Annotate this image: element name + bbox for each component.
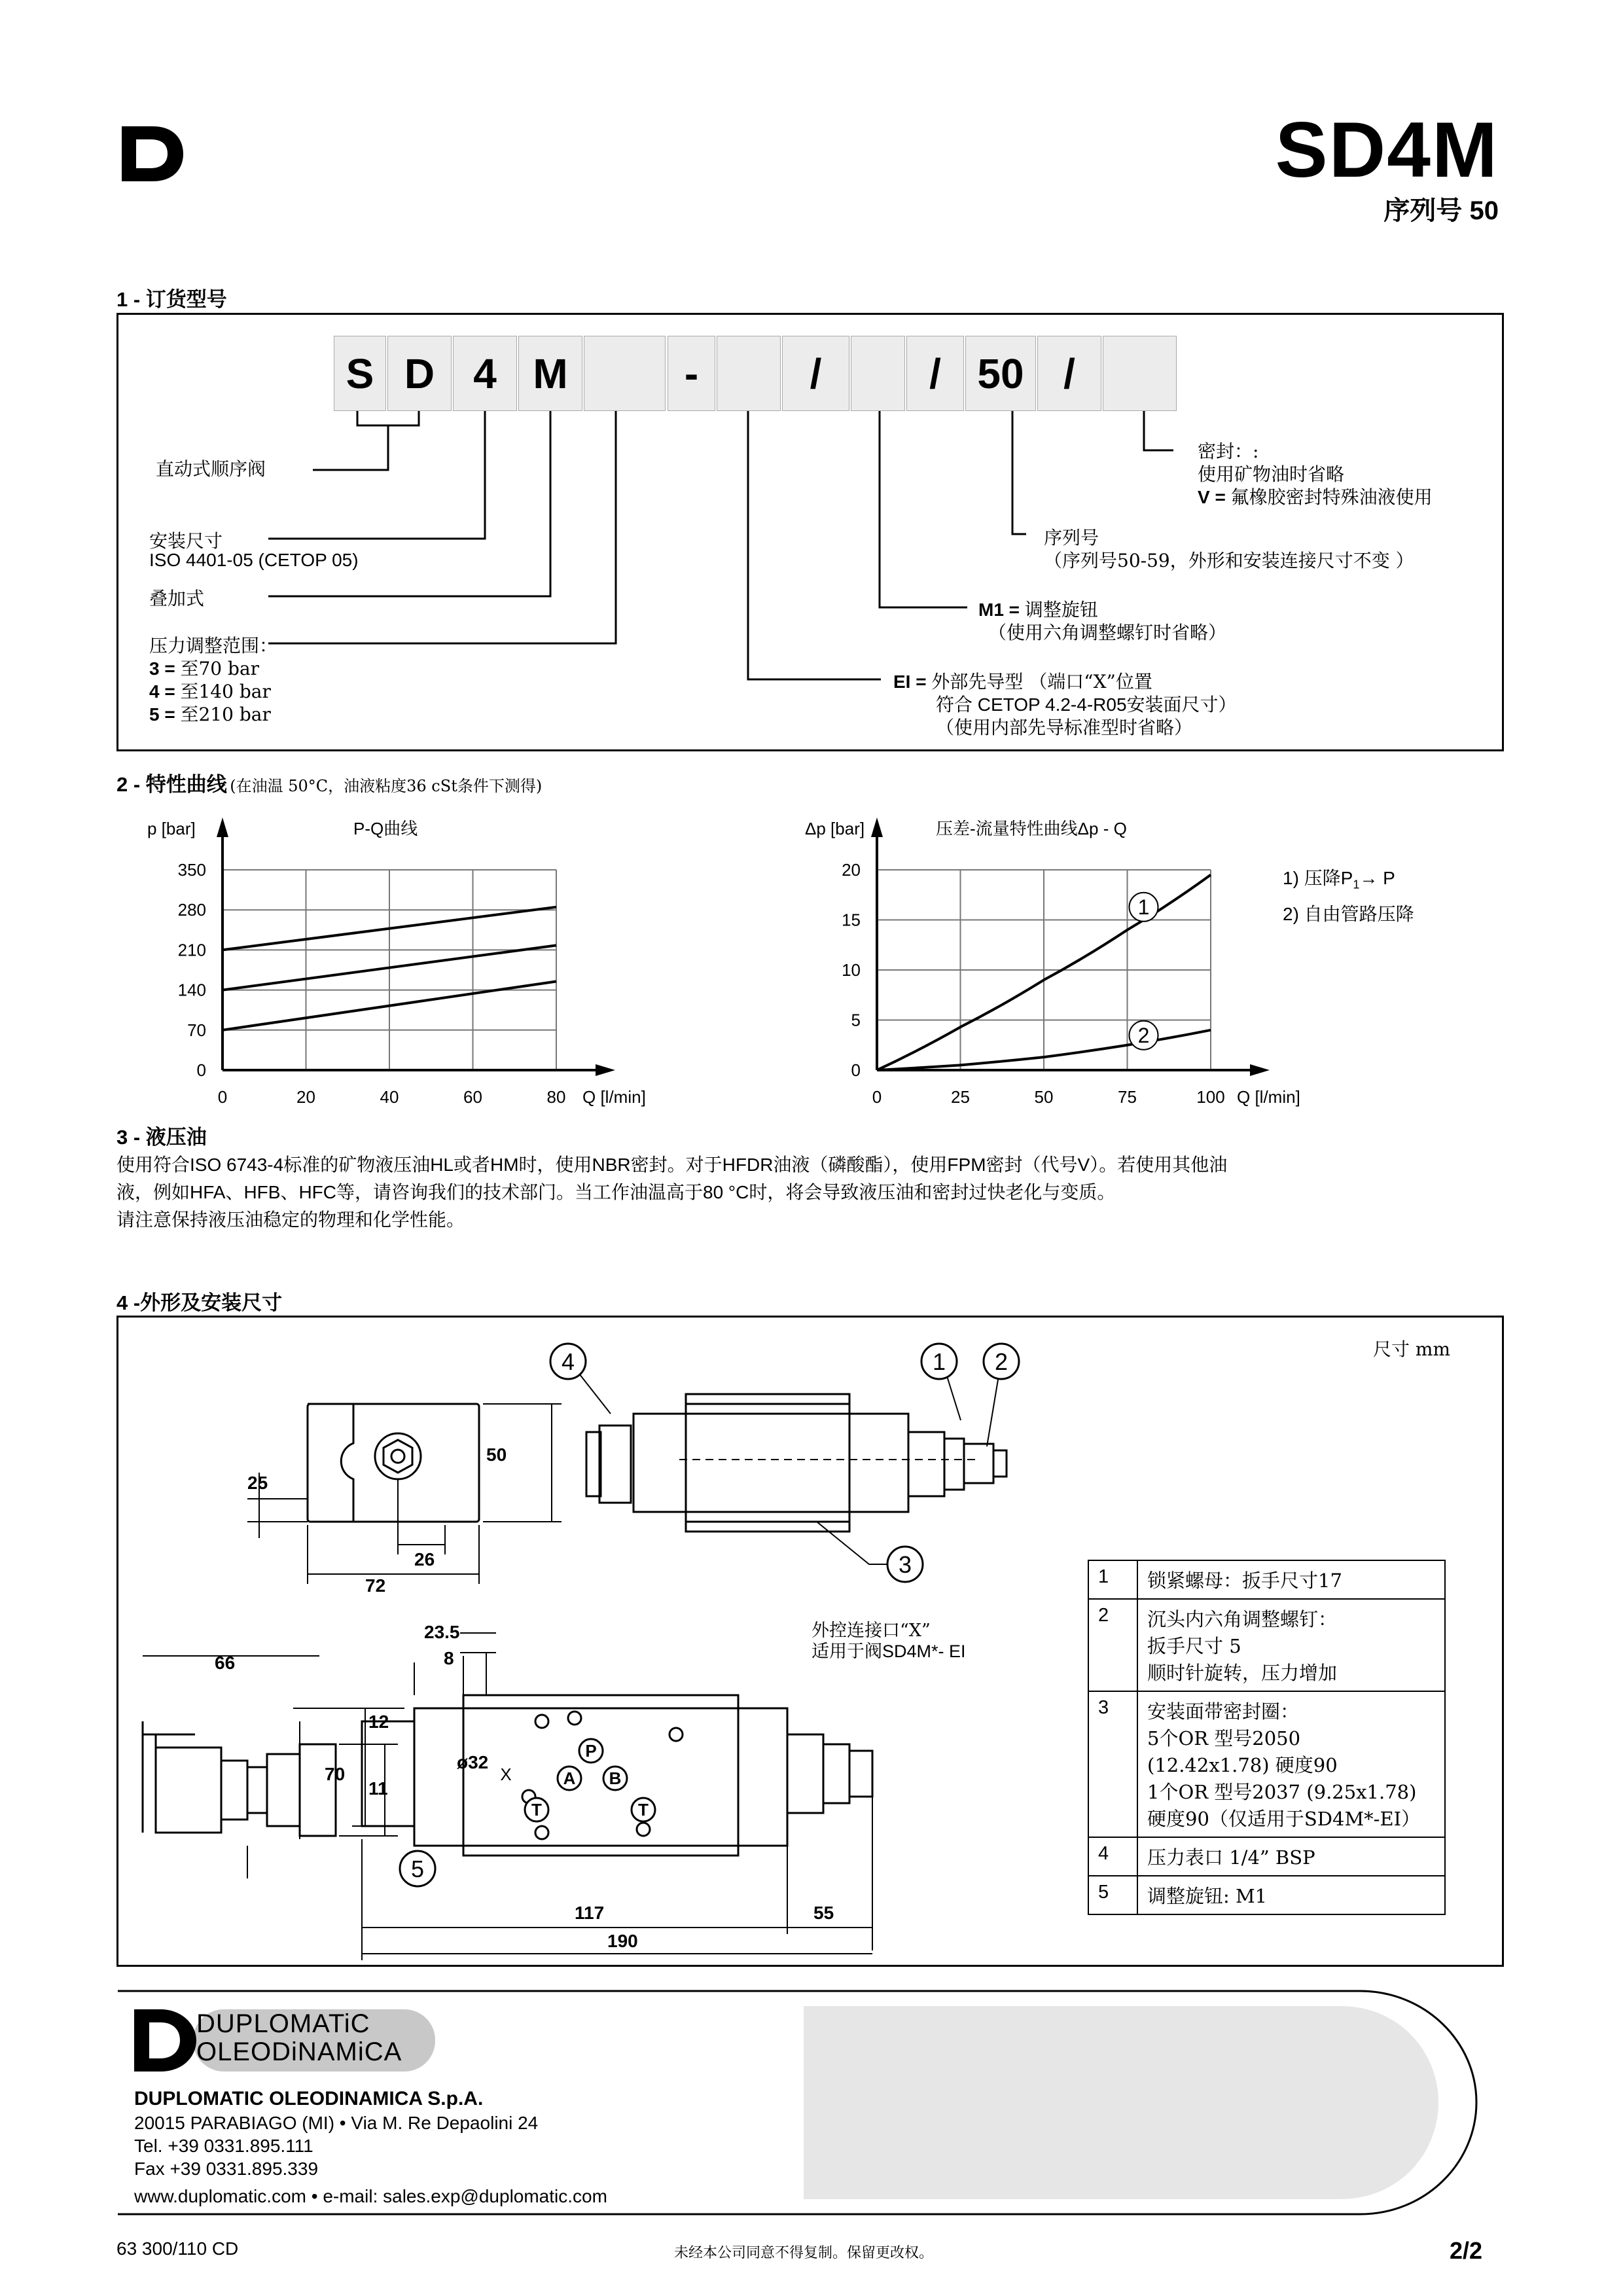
y-tick-label: 210 [177,940,206,960]
chart2-legend-2: 2) 自由管路压降 [1283,904,1414,924]
dim-190: 190 [607,1931,638,1951]
legend-text [1137,1876,1445,1914]
dim-32: ø32 [457,1752,489,1772]
label-seals-line1: 使用矿物油时省略 [1198,463,1345,485]
x-axis-label: Q [l/min] [582,1087,646,1107]
x-axis-arrow [1250,1064,1270,1076]
dim-117: 117 [575,1903,605,1923]
code-cell-1: D [387,336,452,411]
legend-text-line: 5个OR 型号2050 [1147,1727,1301,1749]
label-series-note: （序列号50-59，外形和安装连接尺寸不变 ） [1044,550,1414,571]
legend-num: 2 [1088,1599,1137,1691]
section-title-dimensions: 4 -外形及安装尺寸 [116,1291,283,1314]
parts-legend-table [1088,1560,1446,1915]
callout-4: 4 [561,1348,575,1375]
dim-26: 26 [414,1549,435,1570]
legend-text-line: 硬度90（仅适用于SD4M*-EI） [1147,1808,1421,1830]
unit-label: 尺寸 mm [1373,1338,1451,1360]
legend-text-line: 锁紧螺母：扳手尺寸17 [1147,1570,1342,1592]
chart-dp-q [785,808,1300,1109]
code-cell-9: / [906,336,964,411]
ei-line3: （使用内部先导标准型时省略） [936,717,1193,738]
range5-code: 5 = [149,704,175,725]
x-axis-label: Q [l/min] [1237,1087,1300,1107]
footer-address: 20015 PARABIAGO (MI) • Via M. Re Depaolini 24 [134,2113,539,2133]
x-tick-label: 25 [951,1087,970,1107]
dim-50: 50 [486,1444,507,1465]
label-mount-size: 安装尺寸 [149,530,223,552]
x-tick-label: 40 [380,1087,399,1107]
legend-text [1137,1837,1445,1876]
y-tick-label: 350 [177,860,206,880]
legend-row [1088,1691,1445,1837]
footer-company: DUPLOMATIC OLEODINAMICA S.p.A. [134,2088,484,2109]
label-pressure-range: 压力调整范围： [149,635,278,656]
legend-text [1137,1560,1445,1599]
label-seals: 密封：: [1198,440,1259,462]
dim-66: 66 [215,1653,236,1673]
callout-2: 2 [994,1348,1008,1375]
code-cell-0: S [334,336,386,411]
chart-pq [131,808,646,1109]
x-tick-label: 20 [296,1087,315,1107]
code-cell-11: / [1037,336,1101,411]
legend-text [1137,1691,1445,1837]
x-tick-label: 0 [217,1087,228,1107]
y-tick-label: 70 [187,1020,206,1040]
label-modular: 叠加式 [149,588,205,609]
series-label: 2 [1137,1023,1150,1047]
fluids-line3: 请注意保持液压油稳定的物理和化学性能。 [116,1210,465,1230]
doc-code: 63 300/110 CD [116,2238,239,2259]
footer-tel: Tel. +39 0331.895.111 [134,2136,313,2156]
y-tick-label: 0 [196,1060,206,1080]
legend-text-line: 扳手尺寸 5 [1147,1635,1241,1657]
code-cell-3: M [518,336,582,411]
ei-text: 外部先导型 （端口“X”位置 [931,671,1152,692]
dim-70: 70 [325,1764,346,1784]
fluids-line2: 液，例如HFA、HFB、HFC等，请咨询我们的技术部门。当工作油温高于80 °C时，将会导致液压油和密封过快老化与变质。 [116,1182,1116,1202]
seals-v-text: 氟橡胶密封特殊油液使用 [1230,486,1433,508]
ordering-code-leaders [116,313,1504,751]
port-a-label: A [563,1768,576,1788]
y-tick-label: 140 [177,980,206,1000]
legend-row [1088,1560,1445,1599]
ei-code: EI = [893,672,927,692]
legend-text-line: (12.42x1.78) 硬度90 [1147,1754,1338,1776]
code-cell-2: 4 [453,336,517,411]
x-tick-label: 80 [546,1087,566,1107]
y-axis-arrow [871,817,883,837]
y-tick-label: 20 [842,860,861,880]
copyright-note: 未经本公司同意不得复制。保留更改权。 [674,2245,934,2261]
port-p-label: P [585,1741,597,1761]
page-title: SD4M [1275,106,1499,194]
legend-text-line: 沉头内六角调整螺钉： [1147,1608,1338,1630]
legend-text [1137,1599,1445,1691]
legend-row [1088,1876,1445,1914]
chart-title: P-Q曲线 [353,819,418,838]
dim-12: 12 [368,1712,389,1732]
legend-num: 3 [1088,1691,1137,1837]
ei-line2: 符合 CETOP 4.2-4-R05安装面尺寸） [936,694,1237,715]
x-tick-label: 100 [1196,1087,1225,1107]
x-tick-label: 75 [1118,1087,1137,1107]
section-title-curves: 2 - 特性曲线 [116,773,227,796]
fluids-line1: 使用符合ISO 6743-4标准的矿物液压油HL或者HM时，使用NBR密封。对于HFDR油液（磷酸酯），使用FPM密封（代号V）。若使用其他油 [116,1155,1228,1175]
y-tick-label: 10 [842,960,861,980]
callout-5: 5 [410,1856,425,1882]
legend-text-line: 压力表口 1/4” BSP [1147,1846,1315,1869]
seals-v-code: V = [1198,487,1226,507]
port-b-label: B [609,1768,622,1788]
code-cell-10: 50 [965,336,1036,411]
range3-code: 3 = [149,658,175,679]
callout-3: 3 [898,1551,912,1578]
m1-text: 调整旋钮 [1024,599,1098,620]
y-tick-label: 280 [177,900,206,920]
page-number: 2/2 [1450,2237,1483,2264]
legend-num: 5 [1088,1876,1137,1914]
y-tick-label: 5 [851,1010,861,1030]
code-cell-7: / [782,336,849,411]
chart-title: 压差-流量特性曲线Δp - Q [936,819,1127,838]
x-port-note-2: 适用于阀SD4M*- EI [812,1641,966,1661]
chart2-legend-1: 1) 压降$P_1\to P$ [1283,868,1395,891]
dim-11: 11 [368,1778,388,1799]
footer-web-link[interactable]: www.duplomatic.com • e-mail: sales.exp@duplomatic.com [134,2186,607,2206]
legend-row [1088,1599,1445,1691]
callout-1: 1 [932,1348,946,1375]
label-mount-size-value: ISO 4401-05 (CETOP 05) [149,550,359,570]
dim-23-5: 23.5 [424,1622,460,1642]
label-series: 序列号 [1044,527,1099,548]
y-axis-arrow [217,817,228,837]
legend-text-line: 安装面带密封圈： [1147,1700,1300,1723]
x-tick-label: 0 [872,1087,882,1107]
m1-code: M1 = [978,600,1020,620]
code-cell-5: - [668,336,715,411]
legend-num: 1 [1088,1560,1137,1599]
port-t2-label: T [638,1800,649,1820]
legend-num: 4 [1088,1837,1137,1876]
dim-8: 8 [444,1648,454,1668]
port-t1-label: T [531,1800,542,1820]
x-tick-label: 60 [463,1087,482,1107]
legend-text-line: 调整旋钮: M1 [1147,1885,1268,1907]
logo-line1: DUPLOMATiC [196,2009,370,2038]
section-title-fluids: 3 - 液压油 [116,1126,207,1149]
label-valve-type: 直动式顺序阀 [156,458,266,480]
logo-line2: OLEODiNAMiCA [196,2037,402,2066]
brand-logo-icon [116,121,188,187]
y-tick-label: 0 [851,1060,861,1080]
range5-value: 至210 bar [180,704,271,725]
legend-row [1088,1837,1445,1876]
dim-72: 72 [365,1575,386,1596]
m1-note: （使用六角调整螺钉时省略） [988,622,1227,643]
range4-code: 4 = [149,681,175,702]
port-x-label: X [500,1765,512,1784]
series-label: 1 [1137,895,1150,919]
footer-fax: Fax +39 0331.895.339 [134,2159,319,2179]
section-title-ordering: 1 - 订货型号 [116,288,227,311]
section-title-curves-note: (在油温 50°C，油液粘度36 cSt条件下测得) [230,777,543,795]
y-axis-label: Δp [bar] [805,819,865,838]
x-tick-label: 50 [1034,1087,1054,1107]
x-port-note-1: 外控连接口“X” [812,1621,931,1641]
x-axis-arrow [596,1064,615,1076]
dim-25: 25 [247,1473,268,1493]
y-axis-label: p [bar] [147,819,196,838]
dimension-drawings [116,1316,1085,1967]
range4-value: 至140 bar [180,681,271,702]
dim-55: 55 [813,1903,834,1923]
legend-text-line: 顺时针旋转，压力增加 [1147,1662,1338,1684]
y-tick-label: 15 [842,910,861,930]
range3-value: 至70 bar [180,658,260,679]
page-subtitle: 序列号 50 [1383,196,1499,225]
legend-text-line: 1个OR 型号2037 (9.25x1.78) [1147,1781,1417,1803]
